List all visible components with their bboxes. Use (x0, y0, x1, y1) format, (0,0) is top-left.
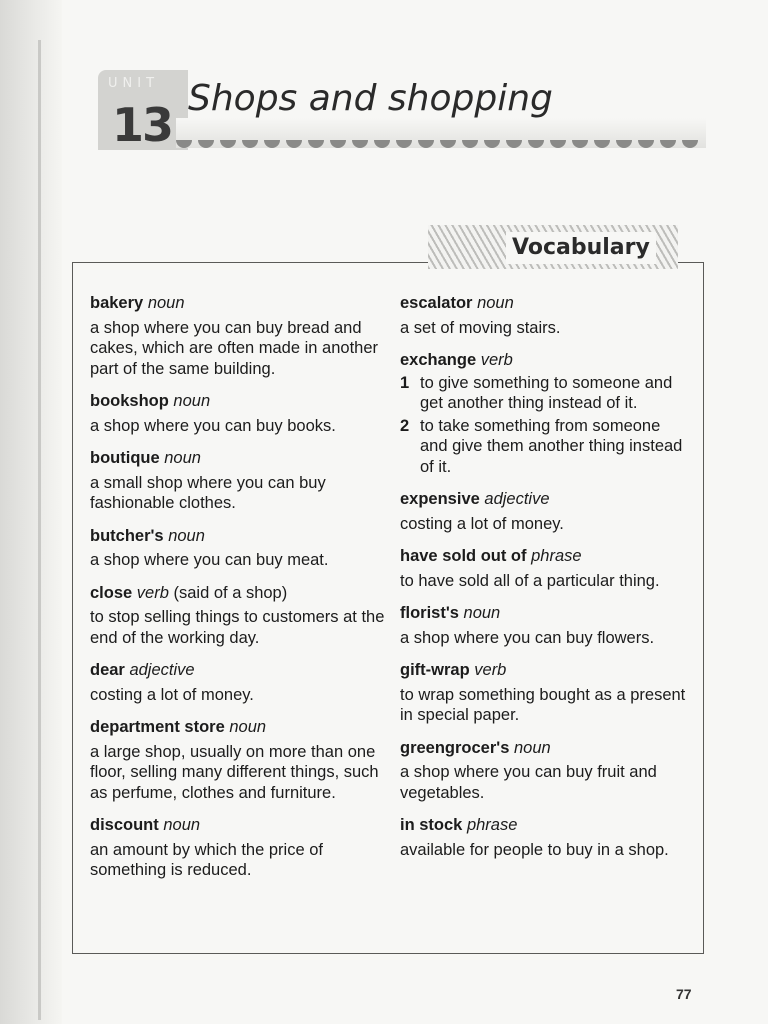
definition: costing a lot of money. (400, 514, 564, 533)
vocab-entry (400, 546, 690, 591)
definition: a small shop where you can buy fashionable clothes. (90, 473, 326, 512)
part-of-speech: noun (168, 526, 205, 545)
definition: a shop where you can buy fruit and vegetables. (400, 763, 657, 802)
headword: in stock (400, 816, 463, 834)
definition: costing a lot of money. (90, 685, 254, 704)
sense-text: to take something from someone and give them another thing instead of it. (420, 416, 683, 476)
sense-text: to give something to someone and get another thing instead of it. (420, 373, 673, 412)
sense-1 (400, 373, 690, 414)
headword: department store (90, 718, 225, 736)
headword: discount (90, 816, 159, 834)
definition: to have sold all of a particular thing. (400, 571, 660, 590)
headword: close (90, 583, 133, 602)
vocab-entry (400, 350, 690, 477)
left-column (90, 293, 390, 893)
headword: butcher's (90, 526, 164, 545)
part-of-speech: noun (513, 738, 551, 757)
right-column (400, 293, 690, 872)
vocab-entry (90, 448, 390, 514)
vocab-entry (400, 603, 690, 648)
headword: expensive (400, 490, 480, 508)
vocab-entry (90, 583, 390, 649)
vocab-entry (90, 293, 390, 379)
headword: greengrocer's (400, 738, 510, 757)
sense-number: 1 (400, 373, 410, 392)
vocab-entry (400, 293, 690, 338)
headword: dear (90, 661, 125, 679)
headword: escalator (400, 294, 473, 312)
vocab-entry (90, 815, 390, 881)
vocab-entry (90, 717, 390, 803)
definition: a shop where you can buy books. (90, 416, 336, 435)
part-of-speech: noun (463, 604, 501, 622)
headword: have sold out of (400, 547, 527, 565)
definition: a set of moving stairs. (400, 318, 561, 337)
vocab-entry (400, 489, 690, 534)
headword: gift-wrap (400, 661, 470, 679)
definition: a shop where you can buy bread and cakes, which are often made in another part of the same building. (90, 318, 379, 378)
definition: to wrap something bought as a present in special paper. (400, 685, 686, 724)
part-of-speech: adjective (484, 490, 550, 508)
sense-2 (400, 416, 690, 478)
definition: a shop where you can buy meat. (90, 551, 329, 569)
part-of-speech: verb (480, 351, 513, 369)
spine-line (38, 40, 41, 1020)
part-of-speech: noun (229, 718, 267, 736)
usage-note: (said of a shop) (173, 583, 288, 602)
part-of-speech: noun (173, 392, 211, 410)
headword: exchange (400, 351, 477, 369)
part-of-speech: noun (477, 294, 514, 312)
definition: a shop where you can buy flowers. (400, 628, 655, 647)
part-of-speech: adjective (129, 661, 195, 679)
unit-label: UNIT (108, 76, 160, 91)
headword: bakery (90, 294, 144, 312)
vocab-entry (90, 391, 390, 436)
sense-number: 2 (400, 416, 410, 435)
vocab-entry (400, 660, 690, 726)
vocab-entry (400, 815, 690, 860)
unit-number: 13 (112, 98, 173, 152)
part-of-speech: phrase (531, 547, 582, 565)
part-of-speech: phrase (466, 816, 518, 834)
page-spine-shadow (0, 0, 62, 1024)
vocab-entry (90, 660, 390, 705)
part-of-speech: noun (163, 816, 201, 834)
definition: available for people to buy in a shop. (400, 840, 669, 859)
section-title: Vocabulary (506, 232, 656, 264)
vocab-entry (90, 526, 390, 571)
page-number: 77 (676, 986, 692, 1002)
definition: a large shop, usually on more than one floor, selling many different things, such as perfume, clothes and furniture. (90, 742, 379, 802)
part-of-speech: noun (147, 294, 185, 312)
vocab-entry (400, 738, 690, 804)
headword: florist's (400, 604, 459, 622)
page-title: Shops and shopping (188, 78, 553, 119)
headword: boutique (90, 449, 160, 467)
definition: to stop selling things to customers at the end of the working day. (90, 608, 385, 647)
headword: bookshop (90, 392, 169, 410)
part-of-speech: verb (474, 661, 507, 679)
scallop-border (176, 140, 706, 156)
part-of-speech: noun (164, 449, 201, 467)
definition: an amount by which the price of something is reduced. (90, 840, 323, 879)
part-of-speech: verb (136, 583, 169, 602)
